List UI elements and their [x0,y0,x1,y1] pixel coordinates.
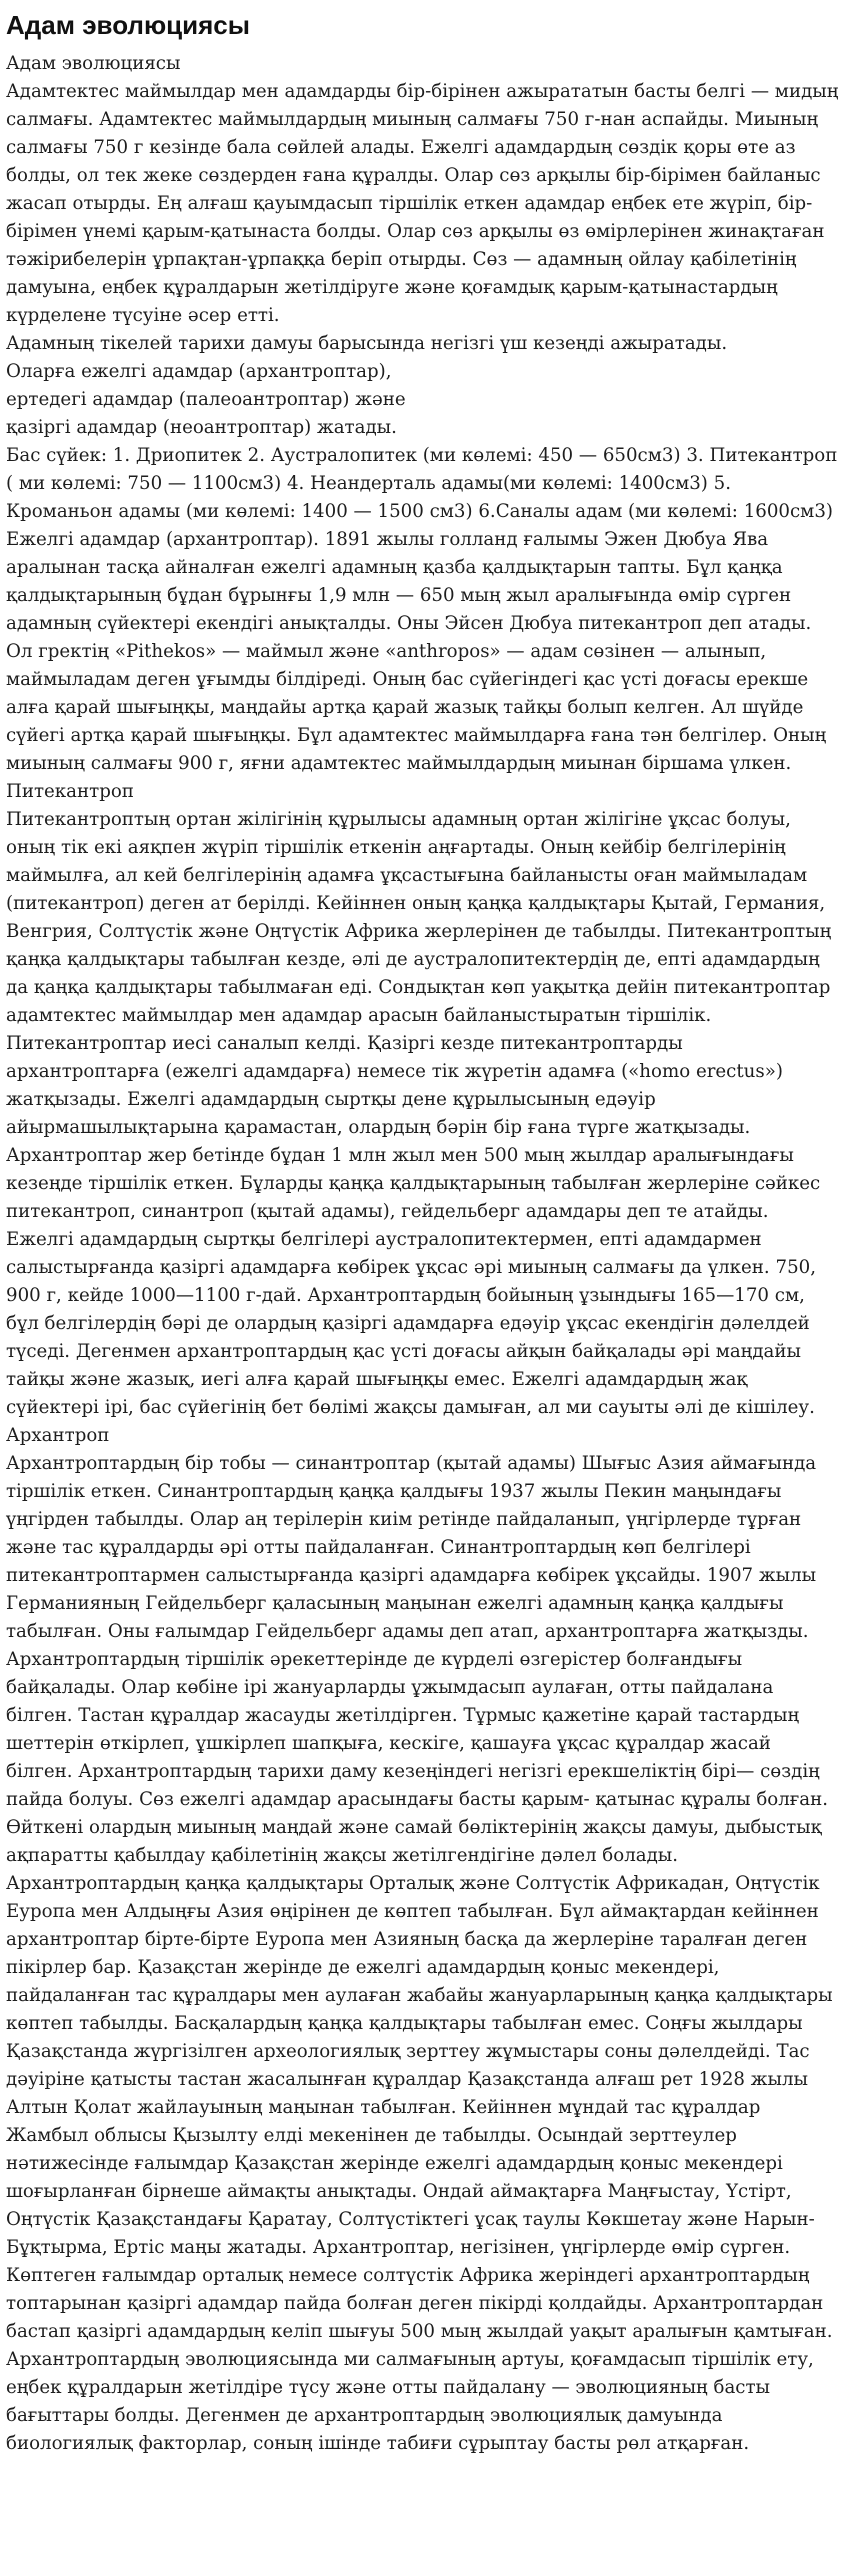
paragraph-skull-list: Бас сүйек: 1. Дриопитек 2. Аустралопитек (ми көлемі: 450 — 650см3) 3. Питекантроп ( ми көлемі: 750 — 1100см3) 4. Неандерталь адамы(ми көлемі: 1400см3) 5. Кроманьон адамы (ми көлемі: 1400 — 1500 см3) 6.Саналы адам (ми көлемі: 1600см3) [6,445,838,522]
paragraph-ancient-people: Ежелгі адамдар (архантроптар). 1891 жылы голланд ғалымы Эжен Дюбуа Ява аралынан тасқа айналған ежелгі адамның қазба қалдықтарын тапты. Бұл қаңқа қалдықтарының бұдан бұрынғы 1,9 млн — 650 мың жыл аралығында өмір сүрген адамның сүйектері екендігі анықталды. Оны Эйсен Дюбуа питекантроп деп атады. Ол гректің «Pithekos» — маймыл және «anthropos» — адам сөзінен — алынып, маймыладам деген ұғымды білдіреді. Оның бас сүйегіндегі қас үсті доғасы ерекше алға қарай шығыңқы, маңдайы артқа қарай жазық тайқы болып келген. Ал шүйде сүйегі артқа қарай шығыңқы. Бұл адамтектес маймылдарға ғана тән белгілер. Оның миының салмағы 900 г, яғни адамтектес маймылдардың миынан біршама үлкен. [6,529,827,774]
stage-neoanthropes: қазіргі адамдар (неоантроптар) жатады. [6,417,397,438]
caption-archanthrope: Архантроп [6,1425,110,1446]
page-title: Адам эволюциясы [6,10,250,40]
paragraph-three-stages-intro: Адамның тікелей тарихи дамуы барысында негізгі үш кезеңді ажыратады. [6,333,728,354]
article-body [6,50,841,2458]
stage-paleoanthropes: ертедегі адамдар (палеоантроптар) және [6,389,406,410]
subtitle: Адам эволюциясы [6,53,181,74]
caption-pithecanthropus: Питекантроп [6,781,134,802]
stage-archanthropes: Оларға ежелгі адамдар (архантроптар), [6,361,392,382]
paragraph-pithecanthropus: Питекантроптың ортан жілігінің құрылысы адамның ортан жілігіне ұқсас болуы, оның тік екі аяқпен жүріп тіршілік еткенін аңғартады. Оның кейбір белгілерінің маймылға, ал кей белгілерінің адамға ұқсастығына байланысты оған маймыладам (питекантроп) деген ат берілді. Кейіннен оның қаңқа қалдықтары Қытай, Германия, Венгрия, Солтүстік және Оңтүстік Африка жерлерінен де табылды. Питекантроптың қаңқа қалдықтары табылған кезде, әлі де аустралопитектердің де, епті адамдардың да қаңқа қалдықтары табылмаған еді. Сондықтан көп уақытқа дейін питекантроптар адамтектес маймылдар мен адамдар арасын байланыстыратын тіршілік. Питекантроптар иесі саналып келді. Қазіргі кезде питекантроптарды архантроптарға (ежелгі адамдарға) немесе тік жүретін адамға («homo erectus») жатқызады. Ежелгі адамдардың сыртқы дене құрылысының едәуір айырмашылықтарына қарамастан, олардың бәрін бір ғана түрге жатқызады. Архантроптар жер бетінде бұдан 1 млн жыл мен 500 мың жылдар аралығындағы кезеңде тіршілік еткен. Бұларды қаңқа қалдықтарының табылған жерлеріне сәйкес питекантроп, синантроп (қытай адамы), гейдельберг адамдары деп те атайды. Ежелгі адамдардың сыртқы белгілері аустралопитектермен, епті адамдармен салыстырғанда қазіргі адамдарға көбірек ұқсас әрі миының салмағы да үлкен. 750, 900 г, кейде 1000—1100 г-дай. Архантроптардың бойының ұзындығы 165—170 см, бұл белгілердің бәрі де олардың қазіргі адамдарға едәуір ұқсас екендігін дәлелдей түседі. Дегенмен архантроптардың қас үсті доғасы айқын байқалады әрі маңдайы тайқы және жазық, иегі алға қарай шығыңқы емес. Ежелгі адамдардың жақ сүйектері ірі, бас сүйегінің бет бөлімі жақсы дамыған, ал ми сауыты әлі де кішілеу. [6,809,832,1418]
paragraph-brain-weight: Адамтектес маймылдар мен адамдарды бір-бірінен ажырататын басты белгі — мидың салмағы. Адамтектес маймылдардың миының салмағы 750 г-нан аспайды. Миының салмағы 750 г кезінде бала сөйлей алады. Ежелгі адамдардың сөздік қоры өте аз болды, ол тек жеке сөздерден ғана құралды. Олар сөз арқылы бір-бірімен байланыс жасап отырды. Ең алғаш қауымдасып тіршілік еткен адамдар еңбек ете жүріп, бір-бірімен үнемі қарым-қатынаста болды. Олар сөз арқылы өз өмірлерінен жинақтаған тәжірибелерін ұрпақтан-ұрпаққа беріп отырды. Сөз — адамның ойлау қабілетінің дамуына, еңбек құралдарын жетілдіруге және қоғамдық қарым-қатынастардың күрделене түсуіне әсер етті. [6,81,839,326]
paragraph-sinanthropus: Архантроптардың бір тобы — синантроптар (қытай адамы) Шығыс Азия аймағында тіршілік еткен. Синантроптардың қаңқа қалдығы 1937 жылы Пекин маңындағы үңгірден табылды. Олар аң терілерін киім ретінде пайдаланып, үңгірлерде тұрған және тас құралдарды әрі отты пайдаланған. Синантроптардың көп белгілері питекантроптармен салыстырғанда қазіргі адамдарға көбірек ұқсайды. 1907 жылы Германияның Гейдельберг қаласының маңынан ежелгі адамның қаңқа қалдығы табылған. Оны ғалымдар Гейдельберг адамы деп атап, архантроптарға жатқызды. Архантроптардың тіршілік әрекеттерінде де күрделі өзгерістер болғандығы байқалады. Олар көбіне ірі жануарларды ұжымдасып аулаған, отты пайдалана білген. Тастан құралдар жасауды жетілдірген. Тұрмыс қажетіне қарай тастардың шеттерін өткірлеп, ұшкірлеп шапқыға, кескіге, қашауға ұқсас құралдар жасай білген. Архантроптардың тарихи даму кезеңіндегі негізгі ерекшеліктің бірі— сөздің пайда болуы. Сөз ежелгі адамдар арасындағы басты қарым- қатынас құралы болған. Өйткені олардың миының маңдай және самай бөліктерінің жақсы дамуы, дыбыстық ақпаратты қабылдау қабілетінің жақсы жетілгендігіне дәлел болады. Архантроптардың қаңқа қалдықтары Орталық және Солтүстік Африкадан, Оңтүстік Еуропа мен Алдыңғы Азия өңірінен де көптеп табылған. Бұл аймақтардан кейіннен архантроптар бірте-бірте Еуропа мен Азияның басқа да жерлеріне таралған деген пікірлер бар. Қазақстан жерінде де ежелгі адамдардың қоныс мекендері, пайдаланған тас құралдары мен аулаған жабайы жануарларының қаңқа қалдықтары көптеп табылды. Басқалардың қаңқа қалдықтары табылған емес. Соңғы жылдары Қазақстанда жүргізілген археологиялық зерттеу жұмыстары соны дәлелдейді. Тас дәуіріне қатысты тастан жасалынған құралдар Қазақстанда алғаш рет 1928 жылы Алтын Қолат жайлауының маңынан табылған. Кейіннен мұндай тас құралдар Жамбыл облысы Қызылту елді мекенінен де табылды. Осындай зерттеулер нәтижесінде ғалымдар Қазақстан жерінде ежелгі адамдардың қоныс мекендері шоғырланған бірнеше аймақты анықтады. Ондай аймақтарға Маңғыстау, Үстірт, Оңтүстік Қазақстандағы Қаратау, Солтүстіктегі ұсақ таулы Көкшетау және Нарын- Бұқтырма, Ертіс маңы жатады. Архантроптар, негізінен, үңгірлерде өмір сүрген. Көптеген ғалымдар орталық немесе солтүстік Африка жеріндегі архантроптардың топтарынан қазіргі адамдар пайда болған деген пікірді қолдайды. Архантроптардан бастап қазіргі адамдардың келіп шығуы 500 мың жылдай уақыт аралығын қамтыған. Архантроптардың эволюциясында ми салмағының артуы, қоғамдасып тіршілік ету, еңбек құралдарын жетілдіре түсу және отты пайдалану — эволюцияның басты бағыттары болды. Дегенмен де архантроптардың эволюциялық дамуында биологиялық факторлар, соның ішінде табиғи сұрыптау басты рөл атқарған. [6,1453,833,2454]
